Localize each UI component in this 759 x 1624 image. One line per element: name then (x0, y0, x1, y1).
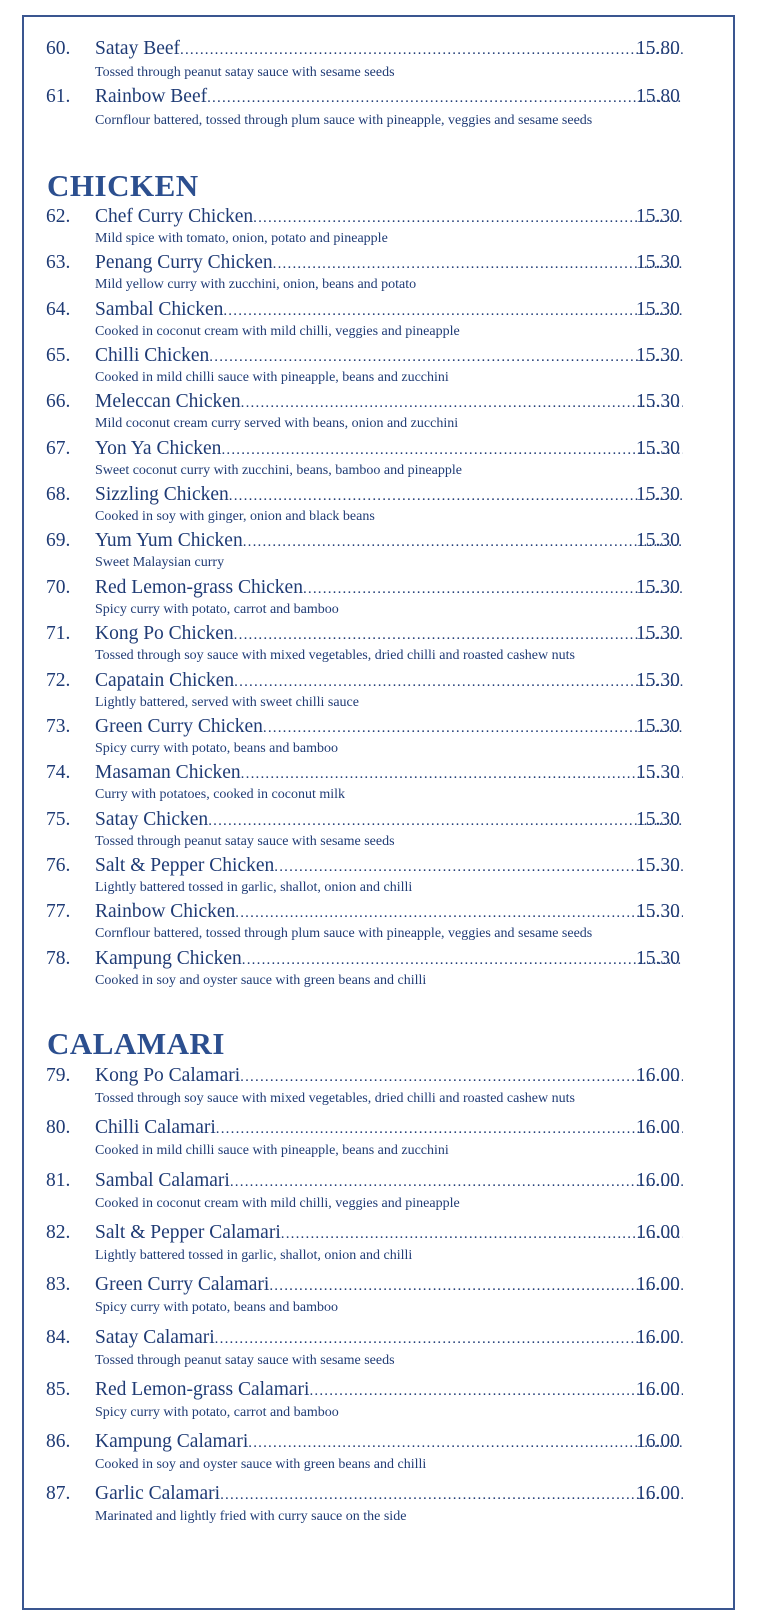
menu-item (0, 483, 759, 525)
menu-item (0, 437, 759, 478)
menu-item (0, 1169, 759, 1211)
item-description: Tossed through soy sauce with mixed vegetables, dried chilli and roasted cashew nuts (95, 1091, 575, 1106)
item-name: Satay Calamari (95, 1326, 215, 1348)
item-price: 16.00 (636, 1431, 680, 1453)
item-description: Tossed through soy sauce with mixed vegetables, dried chilli and roasted cashew nuts (95, 648, 575, 664)
menu-item (0, 205, 759, 246)
item-description: Tossed through peanut satay sauce with sesame seeds (95, 1352, 395, 1368)
item-name: Rainbow Beef (95, 85, 208, 107)
dot-leader (209, 345, 683, 369)
item-price: 16.00 (636, 1378, 680, 1400)
item-number: 60. (46, 38, 71, 59)
item-name-leader (95, 1064, 683, 1089)
item-number: 84. (46, 1326, 71, 1348)
item-number: 74. (46, 762, 71, 784)
menu-item (0, 1482, 759, 1525)
item-description: Tossed through peanut satay sauce with sesame seeds (95, 65, 395, 80)
item-description: Lightly battered tossed in garlic, shallot, onion and chilli (95, 1247, 413, 1263)
menu-item (0, 854, 759, 895)
item-name: Kong Po Calamari (95, 1065, 241, 1086)
item-price: 15.80 (636, 38, 680, 59)
item-name: Yum Yum Chicken (95, 530, 243, 552)
item-name-leader (95, 483, 683, 508)
item-number: 81. (46, 1169, 71, 1191)
item-name: Green Curry Calamari (95, 1274, 270, 1296)
item-name: Satay Beef (95, 38, 181, 59)
menu-item-row (0, 900, 759, 924)
item-number: 70. (46, 576, 71, 598)
item-description: Cooked in mild chilli sauce with pineapple, beans and zucchini (95, 1143, 449, 1159)
item-name-leader (95, 715, 683, 740)
item-name-leader (95, 576, 683, 601)
item-name: Meleccan Chicken (95, 391, 241, 413)
item-price: 16.00 (636, 1169, 680, 1191)
item-name: Kampung Chicken (95, 947, 242, 969)
item-number: 80. (46, 1117, 71, 1139)
dot-leader (240, 1065, 683, 1089)
item-number: 65. (46, 345, 71, 367)
menu-item-row (0, 1169, 759, 1193)
menu-item-row (0, 251, 759, 275)
item-name-leader (95, 1430, 683, 1455)
item-description: Sweet Malaysian curry (95, 555, 225, 571)
menu-item (0, 947, 759, 988)
dot-leader (273, 252, 683, 276)
dot-leader (269, 1274, 683, 1298)
item-number: 66. (46, 391, 71, 413)
menu-item (0, 85, 759, 128)
menu-item (0, 808, 759, 849)
item-description: Cooked in soy and oyster sauce with green beans and chilli (95, 972, 427, 988)
menu-item (0, 251, 759, 293)
item-name-leader (95, 1116, 683, 1141)
dot-leader (241, 762, 683, 786)
item-number: 72. (46, 669, 71, 691)
item-price: 15.30 (636, 901, 680, 923)
item-price: 15.30 (636, 345, 680, 367)
item-description: Cooked in coconut cream with mild chilli, veggies and pineapple (95, 1195, 460, 1211)
item-price: 15.30 (636, 947, 680, 969)
item-number: 69. (46, 530, 71, 552)
item-number: 78. (46, 947, 71, 969)
item-name: Satay Chicken (95, 808, 209, 830)
dot-leader (229, 484, 683, 508)
item-description: Lightly battered tossed in garlic, shallot, onion and chilli (95, 879, 413, 895)
dot-leader (241, 391, 683, 415)
item-name-leader (95, 85, 683, 110)
chicken-section-heading: CHICKEN (47, 168, 199, 203)
item-description: Mild spice with tomato, onion, potato and pineapple (95, 231, 388, 246)
menu-item (0, 1326, 759, 1368)
item-number: 87. (46, 1483, 71, 1505)
dot-leader (180, 38, 683, 62)
item-description: Cooked in soy and oyster sauce with green beans and chilli (95, 1457, 427, 1473)
item-description: Cornflour battered, tossed through plum sauce with pineapple, veggies and sesame seeds (95, 926, 593, 942)
menu-item-row (0, 669, 759, 693)
item-number: 62. (46, 206, 71, 227)
item-price: 15.30 (636, 530, 680, 552)
dot-leader (242, 948, 683, 972)
item-name-leader (95, 205, 683, 230)
item-price: 15.30 (636, 808, 680, 830)
dot-leader (281, 1222, 683, 1246)
item-number: 67. (46, 437, 71, 459)
menu-item-row (0, 622, 759, 646)
item-price: 15.80 (636, 85, 680, 107)
item-name-leader (95, 808, 683, 833)
item-name: Red Lemon-grass Calamari (95, 1378, 310, 1400)
calamari-section-heading: CALAMARI (47, 1026, 225, 1061)
item-name: Chilli Calamari (95, 1117, 216, 1139)
dot-leader (234, 623, 683, 647)
menu-item-row (0, 715, 759, 739)
item-description: Lightly battered, served with sweet chilli sauce (95, 694, 359, 710)
item-name-leader (95, 37, 683, 62)
dot-leader (230, 1170, 683, 1194)
item-name-leader (95, 854, 683, 879)
menu-item (0, 37, 759, 80)
item-name: Chilli Chicken (95, 345, 210, 367)
item-name-leader (95, 344, 683, 369)
item-name-leader (95, 390, 683, 415)
item-number: 77. (46, 901, 71, 923)
item-description: Mild yellow curry with zucchini, onion, beans and potato (95, 277, 417, 293)
item-price: 16.00 (636, 1274, 680, 1296)
item-price: 15.30 (636, 391, 680, 413)
item-name-leader (95, 1273, 683, 1298)
dot-leader (220, 1483, 683, 1507)
item-description: Spicy curry with potato, beans and bamboo (95, 1300, 339, 1316)
dot-leader (223, 299, 683, 323)
item-description: Cornflour battered, tossed through plum sauce with pineapple, veggies and sesame seeds (95, 112, 593, 128)
item-description: Marinated and lightly fried with curry sauce on the side (95, 1509, 407, 1525)
item-price: 15.30 (636, 437, 680, 459)
item-name-leader (95, 622, 683, 647)
menu-item-row (0, 529, 759, 553)
item-price: 15.30 (636, 252, 680, 274)
dot-leader (243, 530, 683, 554)
menu-item-row (0, 947, 759, 971)
item-name-leader (95, 298, 683, 323)
menu-item (0, 1430, 759, 1473)
dot-leader (215, 1327, 683, 1351)
menu-item (0, 1064, 759, 1106)
dot-leader (216, 1117, 683, 1141)
item-name: Capatain Chicken (95, 669, 235, 691)
menu-item (0, 390, 759, 432)
item-number: 82. (46, 1221, 71, 1243)
item-number: 71. (46, 623, 71, 645)
item-name-leader (95, 900, 683, 925)
item-price: 16.00 (636, 1483, 680, 1505)
menu-item-row (0, 1482, 759, 1506)
menu-item-row (0, 1378, 759, 1402)
item-price: 16.00 (636, 1117, 680, 1139)
item-price: 15.30 (636, 298, 680, 320)
item-name-leader (95, 1482, 683, 1507)
item-number: 85. (46, 1378, 71, 1400)
item-name: Kampung Calamari (95, 1431, 249, 1453)
item-number: 83. (46, 1274, 71, 1296)
item-name: Sambal Chicken (95, 298, 224, 320)
item-name: Garlic Calamari (95, 1483, 221, 1505)
item-description: Tossed through peanut satay sauce with sesame seeds (95, 833, 395, 849)
menu-item (0, 622, 759, 664)
item-number: 64. (46, 298, 71, 320)
item-number: 61. (46, 85, 71, 107)
item-price: 15.30 (636, 715, 680, 737)
menu-item-row (0, 298, 759, 322)
item-number: 86. (46, 1431, 71, 1453)
menu-item (0, 576, 759, 617)
item-number: 76. (46, 854, 71, 876)
menu-item (0, 298, 759, 339)
dot-leader (309, 1379, 683, 1403)
item-price: 15.30 (636, 576, 680, 598)
dot-leader (248, 1431, 683, 1455)
item-name: Sizzling Chicken (95, 484, 229, 506)
menu-item-row (0, 1326, 759, 1350)
item-name: Salt & Pepper Calamari (95, 1221, 281, 1243)
item-number: 79. (46, 1065, 71, 1086)
item-name: Green Curry Chicken (95, 715, 263, 737)
item-price: 16.00 (636, 1326, 680, 1348)
item-name-leader (95, 437, 683, 462)
item-description: Sweet coconut curry with zucchini, beans, bamboo and pineapple (95, 462, 462, 478)
item-description: Spicy curry with potato, carrot and bamboo (95, 1404, 339, 1420)
item-name: Masaman Chicken (95, 762, 241, 784)
item-name: Red Lemon-grass Chicken (95, 576, 303, 598)
item-price: 15.30 (636, 854, 680, 876)
menu-item-row (0, 1064, 759, 1088)
item-description: Mild coconut cream curry served with beans, onion and zucchini (95, 416, 459, 432)
item-price: 15.30 (636, 762, 680, 784)
item-description: Cooked in soy with ginger, onion and black beans (95, 509, 375, 525)
menu-item-row (0, 808, 759, 832)
item-name-leader (95, 529, 683, 554)
item-price: 15.30 (636, 623, 680, 645)
item-name: Salt & Pepper Chicken (95, 854, 275, 876)
menu-item-row (0, 1221, 759, 1245)
dot-leader (263, 716, 683, 740)
menu-item (0, 344, 759, 386)
menu-item (0, 761, 759, 803)
item-name: Sambal Calamari (95, 1169, 230, 1191)
menu-item-row (0, 437, 759, 461)
dot-leader (274, 855, 683, 879)
menu-item-row (0, 576, 759, 600)
item-name-leader (95, 1221, 683, 1246)
item-price: 15.30 (636, 206, 680, 227)
item-price: 15.30 (636, 669, 680, 691)
item-number: 63. (46, 252, 71, 274)
item-name-leader (95, 251, 683, 276)
menu-item (0, 715, 759, 756)
item-name: Penang Curry Chicken (95, 252, 273, 274)
menu-item-row (0, 854, 759, 878)
item-name-leader (95, 947, 683, 972)
menu-item-row (0, 37, 759, 61)
dot-leader (303, 577, 683, 601)
item-name: Chef Curry Chicken (95, 206, 254, 227)
dot-leader (208, 809, 683, 833)
menu-item-row (0, 761, 759, 785)
menu-item (0, 1116, 759, 1159)
menu-item (0, 529, 759, 571)
menu-item (0, 1221, 759, 1263)
menu-item (0, 1378, 759, 1420)
item-name-leader (95, 1169, 683, 1194)
dot-leader (235, 901, 683, 925)
item-number: 68. (46, 484, 71, 506)
menu-item-row (0, 1430, 759, 1454)
menu-item (0, 900, 759, 942)
item-number: 75. (46, 808, 71, 830)
item-name-leader (95, 1326, 683, 1351)
item-description: Spicy curry with potato, beans and bamboo (95, 740, 339, 756)
item-price: 16.00 (636, 1221, 680, 1243)
dot-leader (234, 670, 683, 694)
menu-item-row (0, 483, 759, 507)
item-price: 15.30 (636, 484, 680, 506)
item-name: Rainbow Chicken (95, 901, 236, 923)
dot-leader (207, 86, 683, 110)
item-price: 16.00 (636, 1065, 680, 1086)
menu-item (0, 1273, 759, 1316)
item-name: Kong Po Chicken (95, 623, 234, 645)
menu-item-row (0, 1116, 759, 1140)
item-description: Cooked in coconut cream with mild chilli, veggies and pineapple (95, 323, 460, 339)
menu-item-row (0, 205, 759, 229)
item-description: Curry with potatoes, cooked in coconut milk (95, 787, 346, 803)
item-number: 73. (46, 715, 71, 737)
menu-item (0, 669, 759, 710)
item-name: Yon Ya Chicken (95, 437, 222, 459)
menu-item-row (0, 390, 759, 414)
menu-item-row (0, 344, 759, 368)
item-description: Spicy curry with potato, carrot and bamboo (95, 601, 339, 617)
item-description: Cooked in mild chilli sauce with pineapple, beans and zucchini (95, 370, 449, 386)
menu-item-row (0, 1273, 759, 1297)
menu-item-row (0, 85, 759, 109)
item-name-leader (95, 1378, 683, 1403)
dot-leader (253, 206, 683, 230)
item-name-leader (95, 761, 683, 786)
dot-leader (221, 438, 683, 462)
item-name-leader (95, 669, 683, 694)
